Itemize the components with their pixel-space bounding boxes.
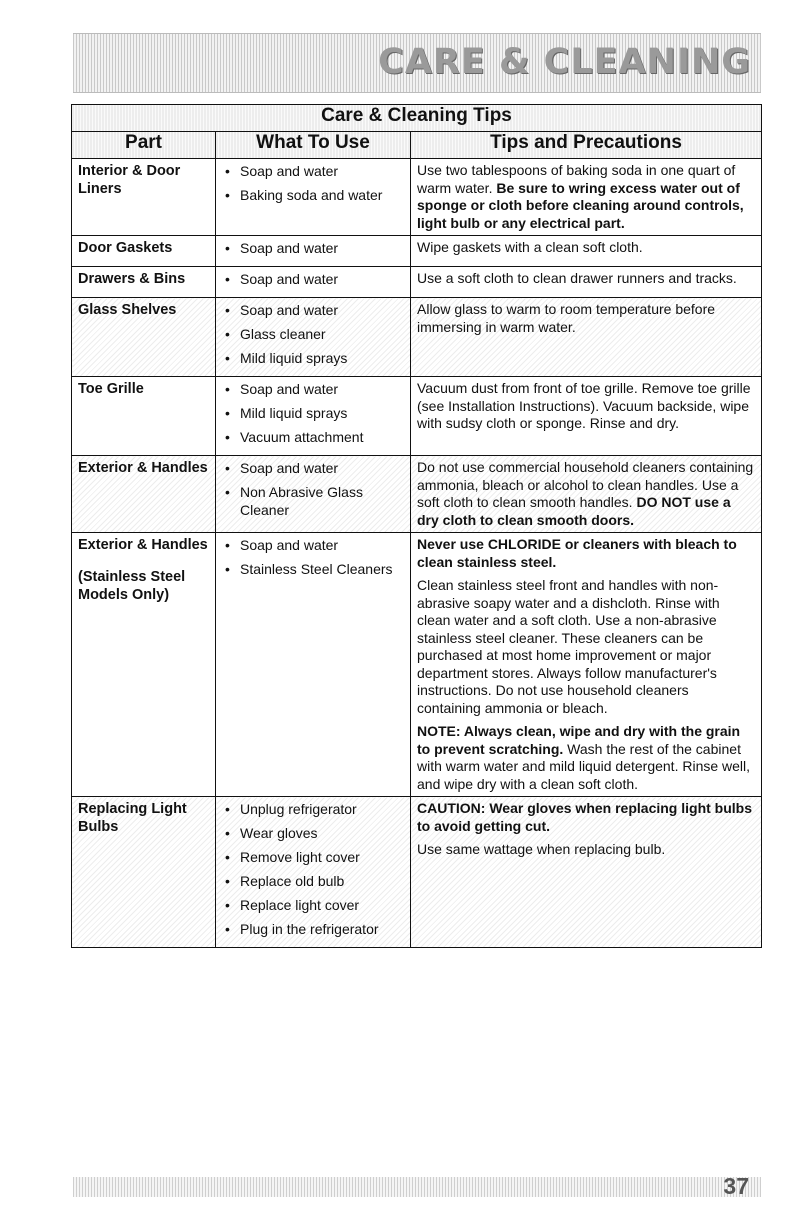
table-row (72, 236, 762, 267)
table-row (72, 533, 762, 797)
list-item: • Soap and water (240, 162, 404, 180)
part-cell: Exterior & Handles (72, 456, 216, 533)
list-item: • Replace old bulb (240, 872, 404, 890)
list-item: • Stainless Steel Cleaners (240, 560, 404, 578)
tips-cell (411, 533, 762, 797)
table-row (72, 456, 762, 533)
tips-cell: Allow glass to warm to room temperature before immersing in warm water. (411, 298, 762, 377)
use-cell (216, 797, 411, 948)
header-what-to-use: What To Use (216, 132, 411, 159)
section-title: CARE & CLEANING (378, 42, 751, 82)
use-cell (216, 377, 411, 456)
list-item: • Replace light cover (240, 896, 404, 914)
part-sublabel: (Stainless Steel Models Only) (78, 569, 186, 603)
list-item: • Soap and water (240, 536, 404, 554)
tips-warning: CAUTION: Wear gloves when replacing light bulbs to avoid getting cut. (417, 800, 753, 834)
tips-cell (411, 456, 762, 533)
tips-cell: Wipe gaskets with a clean soft cloth. (411, 236, 762, 267)
tips-text: Do not use commercial household cleaners containing ammonia, bleach or alcohol to clean handles. Use a soft cloth to clean smooth handles. (417, 459, 754, 510)
list-item: • Vacuum attachment (240, 428, 404, 446)
note-text: Wash the rest of the cabinet with warm water and mild liquid detergent. Rinse well, and wipe dry with a clean soft cloth. (417, 740, 751, 792)
tips-cell (411, 159, 762, 236)
note-bold: NOTE: Always clean, wipe and dry with the grain to prevent scratching. (417, 723, 741, 757)
part-label: Exterior & Handles (78, 537, 208, 553)
use-cell (216, 159, 411, 236)
list-item: • Glass cleaner (240, 325, 404, 343)
part-cell (72, 533, 216, 797)
section-banner (73, 33, 761, 93)
list-item: • Mild liquid sprays (240, 404, 404, 422)
table-row (72, 159, 762, 236)
part-cell: Glass Shelves (72, 298, 216, 377)
tips-text: Clean stainless steel front and handles with non-abrasive soapy water and a dishcloth. Rinse with clean water and a soft cloth. Use a non-abrasive stainless steel cleaner. These cleaners can be purchased at most home improvement or major department stores. Always follow manufacturer's instructions. Do not use household cleaners containing ammonia or bleach. (417, 577, 720, 716)
header-tips: Tips and Precautions (411, 132, 762, 159)
use-cell (216, 236, 411, 267)
tips-cell: Use a soft cloth to clean drawer runners and tracks. (411, 267, 762, 298)
table-row (72, 267, 762, 298)
list-item: • Non Abrasive Glass Cleaner (240, 483, 404, 519)
tips-warning: Be sure to wring excess water out of sponge or cloth before cleaning around controls, light bulb or any electrical part. (417, 179, 744, 231)
list-item: • Wear gloves (240, 824, 404, 842)
tips-warning: Never use CHLORIDE or cleaners with bleach to clean stainless steel. (417, 536, 737, 570)
part-cell: Drawers & Bins (72, 267, 216, 298)
care-cleaning-table (71, 104, 762, 948)
table-row (72, 797, 762, 948)
table-title: Care & Cleaning Tips (72, 105, 762, 132)
use-cell (216, 533, 411, 797)
use-cell (216, 298, 411, 377)
part-cell: Replacing Light Bulbs (72, 797, 216, 948)
list-item: • Baking soda and water (240, 186, 404, 204)
list-item: • Remove light cover (240, 848, 404, 866)
list-item: • Mild liquid sprays (240, 349, 404, 367)
list-item: • Plug in the refrigerator (240, 920, 404, 938)
list-item: • Soap and water (240, 380, 404, 398)
table-row (72, 298, 762, 377)
tips-cell: Vacuum dust from front of toe grille. Remove toe grille (see Installation Instructions). Vacuum backside, wipe with sudsy cloth or sponge. Rinse and dry. (411, 377, 762, 456)
list-item: • Soap and water (240, 239, 404, 257)
list-item: • Unplug refrigerator (240, 800, 404, 818)
tips-warning: DO NOT use a dry cloth to clean smooth doors. (417, 494, 731, 528)
use-cell (216, 456, 411, 533)
list-item: • Soap and water (240, 459, 404, 477)
use-cell (216, 267, 411, 298)
page-number: 37 (723, 1173, 749, 1199)
table-row (72, 377, 762, 456)
tips-note (417, 723, 755, 793)
part-cell: Toe Grille (72, 377, 216, 456)
footer-bar (73, 1173, 761, 1199)
tips-text: Use two tablespoons of baking soda in one quart of warm water. (417, 162, 736, 196)
header-part: Part (72, 132, 216, 159)
part-cell: Interior & Door Liners (72, 159, 216, 236)
part-cell: Door Gaskets (72, 236, 216, 267)
tips-cell (411, 797, 762, 948)
list-item: • Soap and water (240, 270, 404, 288)
tips-text: Use same wattage when replacing bulb. (417, 841, 666, 857)
list-item: • Soap and water (240, 301, 404, 319)
